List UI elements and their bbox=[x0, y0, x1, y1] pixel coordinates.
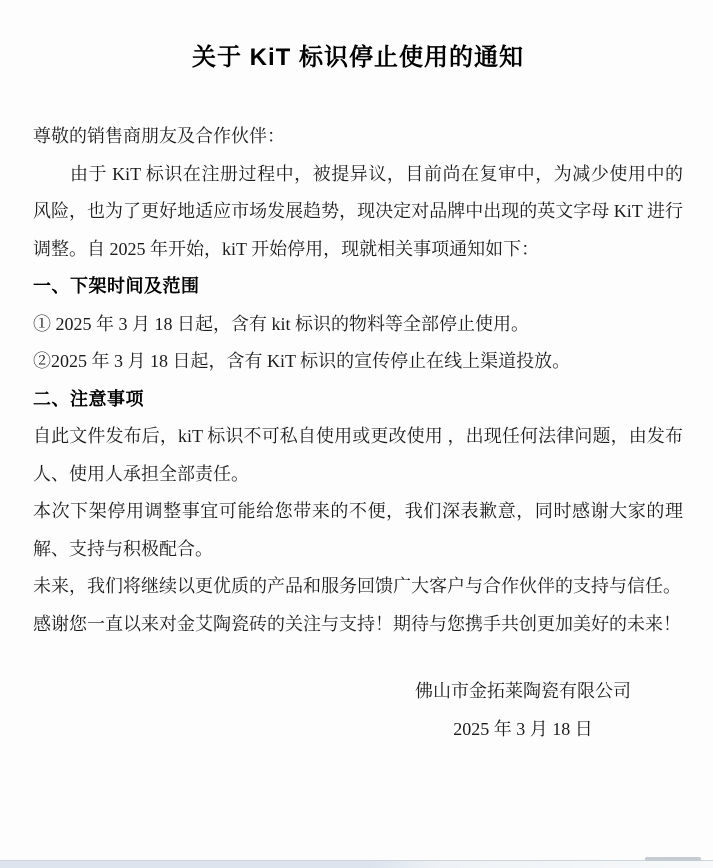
section-1-item-2: ②2025 年 3 月 18 日起，含有 KiT 标识的宣传停止在线上渠道投放。 bbox=[33, 351, 571, 371]
intro-paragraph: 由于 KiT 标识在注册过程中，被提异议，目前尚在复审中，为减少使用中的风险，也为了更好地适应市场发展趋势，现决定对品牌中出现的英文字母 KiT 进行调整。自 2025 年开始，kiT 开始停用，现就相关事项通知如下： bbox=[33, 163, 683, 259]
section-1-item-1: ① 2025 年 3 月 18 日起，含有 kit 标识的物料等全部停止使用。 bbox=[33, 313, 529, 334]
notice-text bbox=[33, 118, 683, 643]
signature-company: 佛山市金拓莱陶瓷有限公司 bbox=[415, 681, 631, 701]
thanks-paragraph: 感谢您一直以来对金艾陶瓷砖的关注与支持！期待与您携手共创更加美好的未来！ bbox=[33, 613, 681, 634]
document-body bbox=[0, 42, 713, 748]
liability-paragraph: 自此文件发布后，kiT 标识不可私自使用或更改使用 ，出现任何法律问题，由发布人、使用人承担全部责任。 bbox=[33, 426, 683, 484]
horizontal-scrollbar-thumb[interactable] bbox=[645, 857, 701, 861]
apology-paragraph: 本次下架停用调整事宜可能给您带来的不便，我们深表歉意，同时感谢大家的理解、支持与积极配合。 bbox=[33, 501, 683, 559]
salutation: 尊敬的销售商朋友及合作伙伴： bbox=[33, 126, 285, 146]
horizontal-scrollbar-track[interactable] bbox=[0, 860, 713, 868]
section-1-heading: 一、下架时间及范围 bbox=[33, 276, 200, 296]
future-paragraph: 未来，我们将继续以更优质的产品和服务回馈广大客户与合作伙伴的支持与信任。 bbox=[33, 576, 681, 596]
signature-block bbox=[415, 673, 631, 748]
signature-date: 2025 年 3 月 18 日 bbox=[453, 718, 593, 739]
page-title: 关于 KiT 标识停止使用的通知 bbox=[192, 44, 524, 71]
section-2-heading: 二、注意事项 bbox=[33, 388, 144, 409]
